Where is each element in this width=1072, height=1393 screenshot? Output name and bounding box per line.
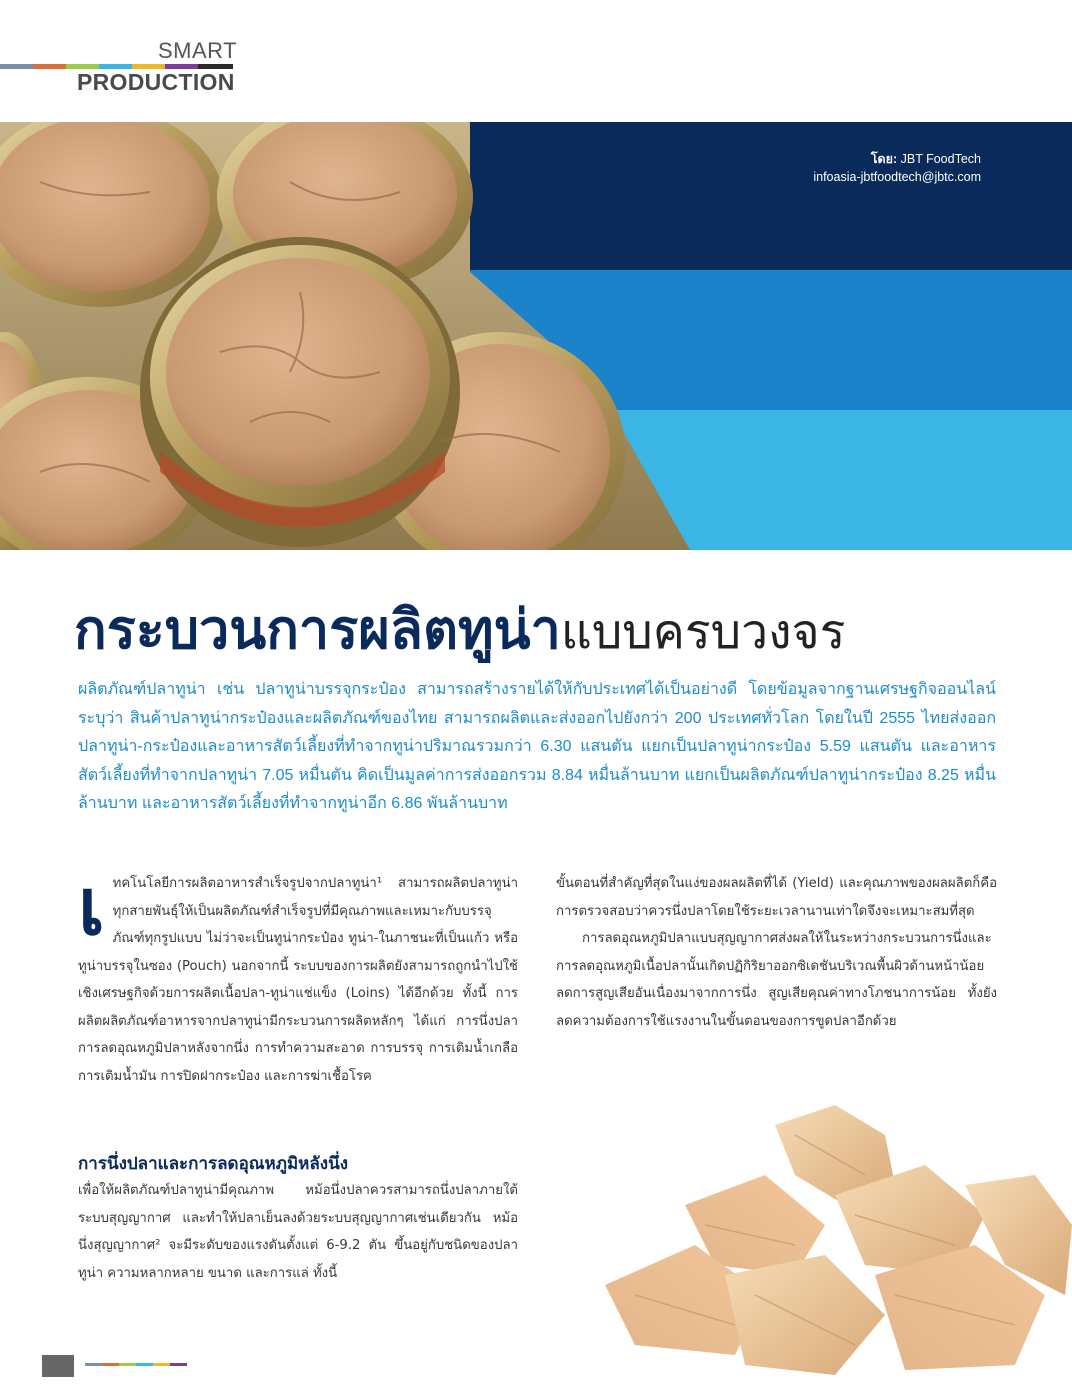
section-label-production: PRODUCTION: [77, 69, 235, 95]
byline-label: โดย:: [870, 152, 898, 166]
byline-email: infoasia-jbtfoodtech@jbtc.com: [813, 170, 981, 184]
footer-stripe: [102, 1363, 119, 1366]
body-paragraph-3: ขั้นตอนที่สำคัญที่สุดในแง่ของผลผลิตที่ได้ (Yield) และคุณภาพของผลผลิตก็คือ การตรวจสอบว่าควรนึ่งปลาโดยใช้ระยะเวลานานเท่าใดจึงจะเหมาะสมที่สุด: [556, 876, 997, 919]
tuna-cans-photo: [0, 122, 690, 550]
title-light: แบบครบวงจร: [560, 606, 846, 659]
footer-stripe: [85, 1363, 102, 1366]
color-stripe: [33, 64, 66, 69]
title-bold: กระบวนการผลิตทูน่า: [74, 600, 561, 660]
footer-stripe: [119, 1363, 136, 1366]
body-column-left-lower: [78, 1177, 518, 1287]
footer-stripe: [136, 1363, 153, 1366]
byline-author: JBT FoodTech: [900, 152, 981, 166]
intro-paragraph: ผลิตภัณฑ์ปลาทูน่า เช่น ปลาทูน่าบรรจุกระป๋อง สามารถสร้างรายได้ให้กับประเทศได้เป็นอย่างดี โดยข้อมูลจากฐานเศรษฐกิจออนไลน์ระบุว่า สินค้าปลาทูน่ากระป๋องและผลิตภัณฑ์ของไทย สามารถผลิตและส่งออกไปยังกว่า 200 ประเทศทั่วโลก โดยในปี 2555 ไทยส่งออกปลาทูน่า-กระป๋องและอาหารสัตว์เลี้ยงที่ทำจากทูน่าปริมาณรวมกว่า 6.30 แสนตัน แยกเป็นปลาทูน่ากระป๋อง 5.59 แสนตัน และอาหารสัตว์เลี้ยงที่ทำจากปลาทูน่า 7.05 หมื่นตัน คิดเป็นมูลค่าการส่งออกรวม 8.84 หมื่นล้านบาท แยกเป็นผลิตภัณฑ์ปลาทูน่ากระป๋อง 8.25 หมื่นล้านบาท และอาหารสัตว์เลี้ยงที่ทำจากทูน่าอีก 6.86 พันล้านบาท: [78, 681, 997, 812]
footer-stripe: [153, 1363, 170, 1366]
section-label-smart: SMART: [158, 38, 238, 63]
article-title: [74, 586, 845, 672]
footer-stripe: [170, 1363, 187, 1366]
dropcap: เ: [78, 863, 105, 951]
body-column-left: [78, 863, 518, 1090]
section-subheading: การนึ่งปลาและการลดอุณหภูมิหลังนึ่ง: [78, 1154, 349, 1173]
body-paragraph-1: ทคโนโลยีการผลิตอาหารสำเร็จรูปจากปลาทูน่า¹ สามารถผลิตปลาทูน่าทุกสายพันธุ์ให้เป็นผลิตภัณฑ์สำเร็จรูปที่มีคุณภาพและเหมาะกับบรรจุภัณฑ์ทุกรูปแบบ ไม่ว่าจะเป็นทูน่ากระป๋อง ทูน่า-ในภาชนะที่เป็นแก้ว หรือทูน่าบรรจุในซอง (Pouch) นอกจากนี้ ระบบของการผลิตยังสามารถถูกนำไปใช้เชิงเศรษฐกิจด้วยการผลิตเนื้อปลา-ทูน่าแช่แข็ง (Loins) ได้อีกด้วย ทั้งนี้ การผลิตผลิตภัณฑ์อาหารจากปลาทูน่ามีกระบวนการผลิตหลักๆ ได้แก่ การนึ่งปลา การลดอุณหภูมิปลาหลังจากนึ่ง การทำความสะอาด การบรรจุ การเติมน้ำเกลือ การเติมน้ำมัน การปิดฝากระป๋อง และการฆ่าเชื้อโรค: [78, 876, 518, 1084]
footer-color-bar: [85, 1363, 187, 1366]
tuna-flakes-photo: [595, 1095, 1072, 1393]
byline: [813, 150, 981, 186]
hero-banner: [0, 122, 1072, 550]
body-column-right: [556, 870, 997, 1035]
body-paragraph-4: การลดอุณหภูมิปลาแบบสุญญากาศส่งผลให้ในระหว่างกระบวนการนึ่งและการลดอุณหภูมิเนื้อปลานั้นเกิดปฏิกิริยาออกซิเดชันบริเวณพื้นผิวด้านหน้าน้อย ลดการสูญเสียอันเนื่องมาจากการนึ่ง สูญเสียคุณค่าทางโภชนาการน้อย ทั้งยังลดความต้องการใช้แรงงานในขั้นตอนของการขูดปลาอีกด้วย: [556, 931, 997, 1029]
body-paragraph-2: เพื่อให้ผลิตภัณฑ์ปลาทูน่ามีคุณภาพ หม้อนึ่งปลาควรสามารถนึ่งปลาภายใต้ระบบสุญญากาศ และทำให้ปลาเย็นลงด้วยระบบสุญญากาศเช่นเดียวกัน หม้อนึ่งสุญญากาศ² จะมีระดับของแรงดันตั้งแต่ 6-9.2 ตัน ขึ้นอยู่กับชนิดของปลาทูน่า ความหลากหลาย ขนาด และการแล่ ทั้งนี้: [78, 1183, 518, 1281]
page-number-box: [42, 1355, 74, 1377]
color-stripe: [0, 64, 33, 69]
section-header: [0, 0, 1072, 110]
